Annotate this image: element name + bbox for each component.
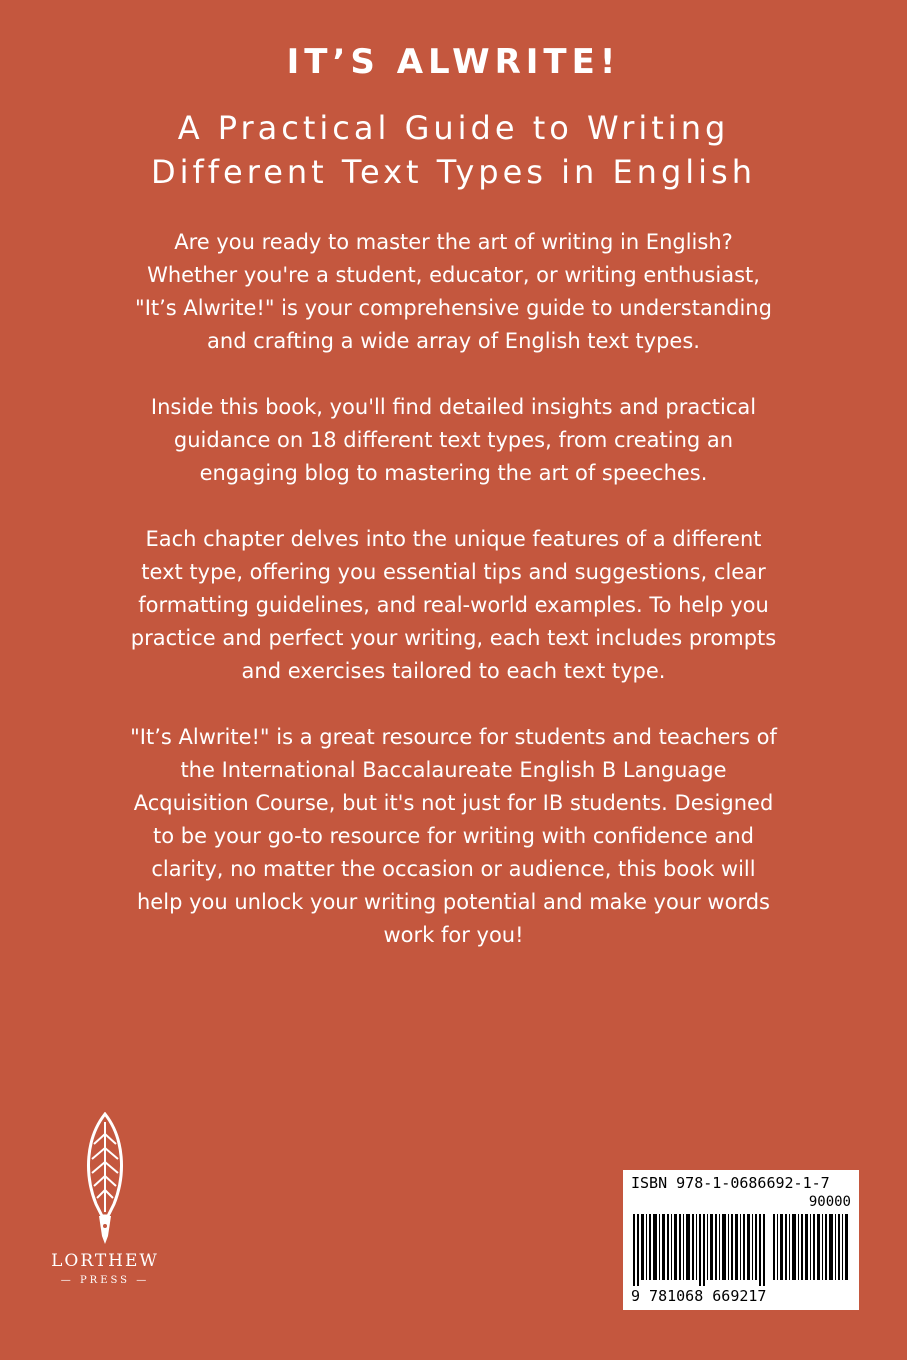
publisher-logo — [40, 1112, 170, 1302]
publisher-name: LORTHEW — [51, 1251, 159, 1271]
blurb-paragraph-2: Inside this book, you'll find detailed insights and practical guidance on 18 different text types, from creating an engaging blog to mastering the art of speeches. — [150, 395, 757, 485]
quill-pen-icon — [80, 1112, 130, 1246]
book-title: IT’S ALWRITE! — [286, 42, 621, 82]
book-subtitle — [40, 106, 867, 194]
subtitle-line-2: Different Text Types in English — [150, 153, 756, 191]
isbn-label: ISBN 978-1-0686692-1-7 — [631, 1174, 830, 1192]
blurb — [130, 226, 777, 985]
barcode-number: 9 781068 669217 — [631, 1287, 767, 1305]
blurb-paragraph-4: "It’s Alwrite!" is a great resource for students and teachers of the International Baccalaureate English B Language Acquisition Course, but it's not just for IB students. Designed to be your go-to resource for writing with confidence and clarity, no matter the occasion or audience, this book will help you unlock your writing potential and make your words work for you! — [130, 725, 777, 947]
barcode-bars — [633, 1214, 849, 1286]
barcode-addon-number: 90000 — [808, 1194, 851, 1210]
blurb-paragraph-3: Each chapter delves into the unique features of a different text type, offering you essential tips and suggestions, clear formatting guidelines, and real-world examples. To help you practice and perfect your writing, each text includes prompts and exercises tailored to each text type. — [130, 527, 777, 683]
isbn-barcode — [623, 1170, 859, 1310]
publisher-imprint: — PRESS — — [60, 1275, 150, 1286]
subtitle-line-1: A Practical Guide to Writing — [177, 109, 730, 147]
blurb-paragraph-1: Are you ready to master the art of writing in English? Whether you're a student, educator, or writing enthusiast, "It’s Alwrite!" is your comprehensive guide to understanding and crafting a wide array of English text types. — [135, 230, 772, 353]
